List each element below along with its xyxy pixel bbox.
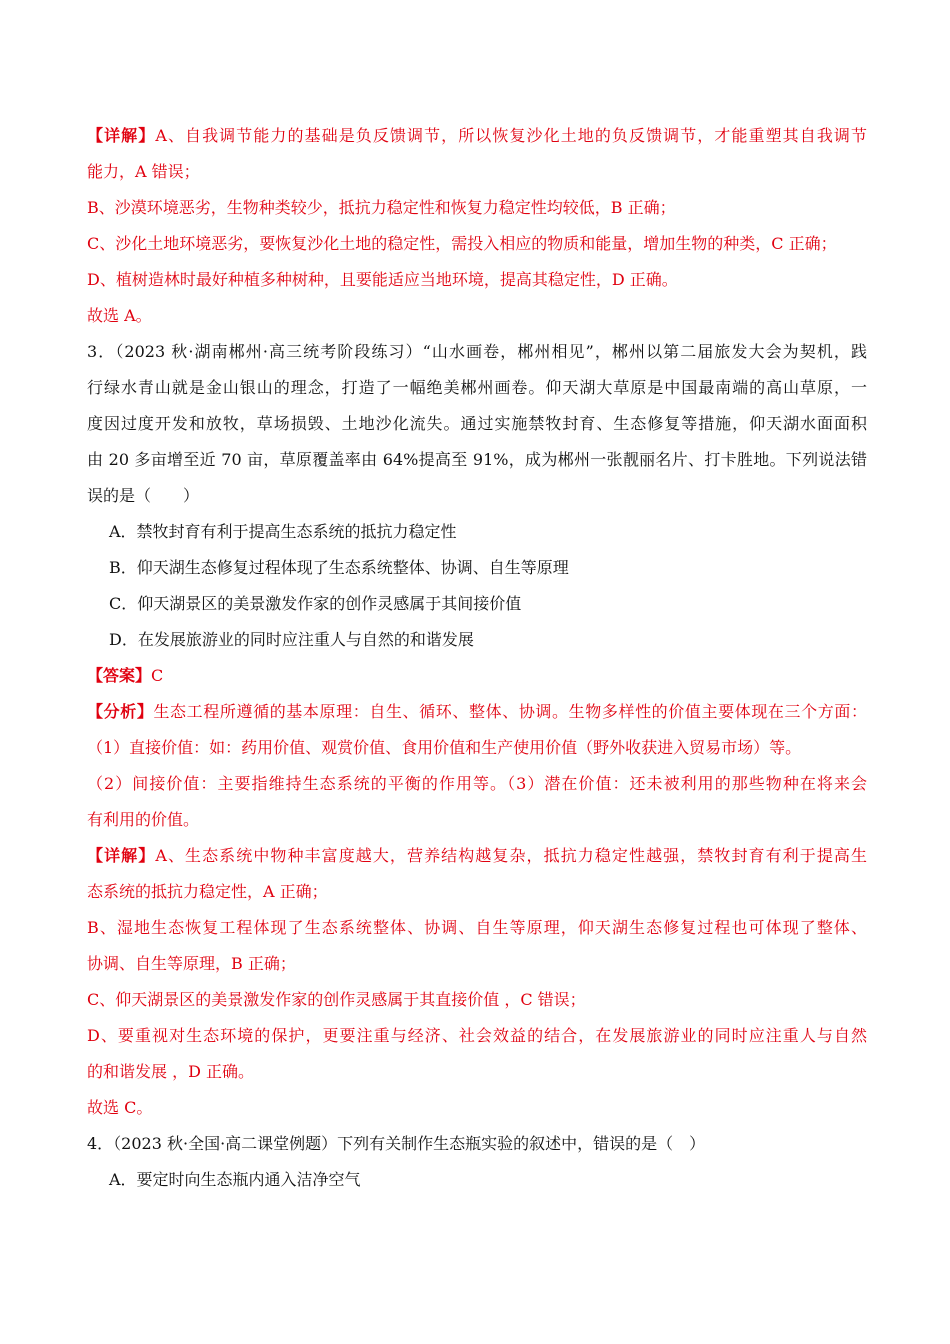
q3-stem-line: 度因过度开发和放牧，草场损毁、土地沙化流失。通过实施禁牧封育、生态修复等措施，仰天湖水面面积 (87, 414, 867, 433)
q2-detail-line-3: B、沙漠环境恶劣，生物种类较少，抵抗力稳定性和恢复力稳定性均较低，B 正确； (87, 198, 676, 217)
answer-tag: 【答案】 (87, 666, 152, 685)
detail-tag: 【详解】 (87, 846, 156, 865)
q3-analysis-line: （2）间接价值：主要指维持生态系统的平衡的作用等。（3）潜在价值：还未被利用的那些物种在将来会 (87, 774, 867, 793)
q3-detail-line: D、要重视对生态环境的保护，更要注重与经济、社会效益的结合，在发展旅游业的同时应注重人与自然 (87, 1026, 867, 1045)
answer-value: C (151, 666, 164, 685)
analysis-tag: 【分析】 (87, 702, 154, 721)
q3-analysis-line: 【分析】生态工程所遵循的基本原理：自生、循环、整体、协调。生物多样性的价值主要体现在三个方面： (87, 702, 867, 721)
document-page (87, 118, 867, 1198)
q4-option-a: A．要定时向生态瓶内通入洁净空气 (109, 1170, 361, 1189)
q3-stem-line: 误的是（ ） (87, 486, 200, 505)
q2-detail-line-2: 能力，A 错误； (87, 162, 200, 181)
q4-stem: 4．（2023 秋·全国·高二课堂例题）下列有关制作生态瓶实验的叙述中，错误的是（ ） (87, 1134, 706, 1153)
q3-option-b: B．仰天湖生态修复过程体现了生态系统整体、协调、自生等原理 (109, 558, 569, 577)
q3-option-a: A．禁牧封育有利于提高生态系统的抵抗力稳定性 (109, 522, 457, 541)
q3-stem-line: 3．（2023 秋·湖南郴州·高三统考阶段练习）“山水画卷，郴州相见”，郴州以第二届旅发大会为契机，践 (87, 342, 867, 361)
q3-detail-line: B、湿地生态恢复工程体现了生态系统整体、协调、自生等原理，仰天湖生态修复过程也可体现了整体、 (87, 918, 867, 937)
q3-option-c: C．仰天湖景区的美景激发作家的创作灵感属于其间接价值 (109, 594, 522, 613)
q3-answer (87, 658, 867, 694)
q3-detail-line: 协调、自生等原理，B 正确； (87, 954, 296, 973)
q3-detail-line: 的和谐发展 ，D 正确。 (87, 1062, 255, 1081)
q2-detail-line-5: D、植树造林时最好种植多种树种，且要能适应当地环境，提高其稳定性，D 正确。 (87, 270, 678, 289)
detail-tag: 【详解】 (87, 126, 156, 145)
q3-stem-line: 行绿水青山就是金山银山的理念，打造了一幅绝美郴州画卷。仰天湖大草原是中国最南端的高山草原，一 (87, 378, 867, 397)
q2-detail-line-4: C、沙化土地环境恶劣，要恢复沙化土地的稳定性，需投入相应的物质和能量，增加生物的种类，C 正确； (87, 234, 837, 253)
q3-option-d: D．在发展旅游业的同时应注重人与自然的和谐发展 (109, 630, 474, 649)
q3-stem-line: 由 20 多亩增至近 70 亩，草原覆盖率由 64%提高至 91%，成为郴州一张靓丽名片、打卡胜地。下列说法错 (87, 450, 867, 469)
q3-analysis-line: 有利用的价值。 (87, 810, 200, 829)
q3-analysis-line: （1）直接价值：如：药用价值、观赏价值、食用价值和生产使用价值（野外收获进入贸易市场）等。 (87, 738, 802, 757)
q3-detail-line: 【详解】A、生态系统中物种丰富度越大，营养结构越复杂，抵抗力稳定性越强，禁牧封育有利于提高生 (87, 846, 867, 865)
q3-detail-line: 态系统的抵抗力稳定性，A 正确； (87, 882, 328, 901)
q2-detail-line-1: 【详解】A、自我调节能力的基础是负反馈调节，所以恢复沙化土地的负反馈调节，才能重塑其自我调节 (87, 126, 867, 145)
q3-conclusion: 故选 C。 (87, 1098, 153, 1117)
q3-detail-line: C、仰天湖景区的美景激发作家的创作灵感属于其直接价值 ，C 错误； (87, 990, 586, 1009)
q2-conclusion: 故选 A。 (87, 306, 152, 325)
